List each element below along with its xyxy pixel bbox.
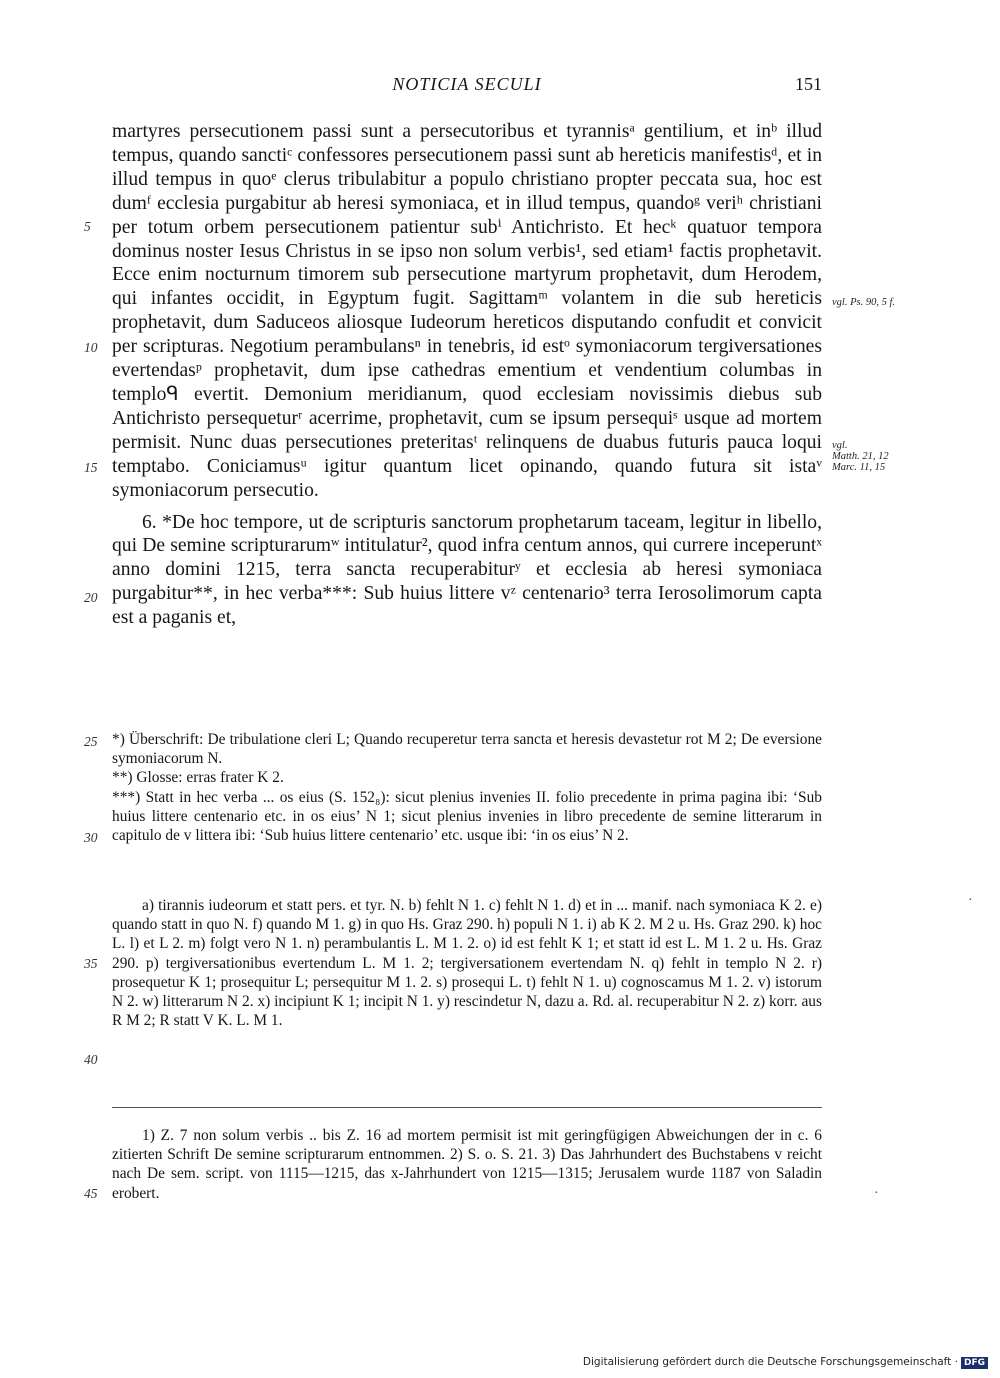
dfg-logo: DFG bbox=[961, 1357, 988, 1369]
line-number: 40 bbox=[84, 1052, 98, 1067]
main-text bbox=[112, 120, 822, 630]
line-number: 35 bbox=[84, 956, 98, 971]
line-number: 10 bbox=[84, 340, 98, 355]
margin-mark: · bbox=[968, 893, 973, 908]
digitization-credit bbox=[583, 1356, 988, 1369]
page-number: 151 bbox=[795, 74, 822, 94]
line-number: 5 bbox=[84, 219, 91, 234]
margin-reference-line: Matth. 21, 12 bbox=[832, 451, 889, 462]
starred-notes bbox=[112, 730, 822, 845]
footnote-text: 1) Z. 7 non solum verbis .. bis Z. 16 ad mortem permisit ist mit geringfügigen Abweichungen der in c. 6 zitierten Schrift De semine scripturarum entnommen. 2) S. o. S. 21. 3) Das Jahrhundert des Buchstabens v reicht nach De sem. script. von 1115—1215, das x-Jahrhundert von 1215—1315; Jerusalem wurde 1187 von Saladin erobert. bbox=[112, 1127, 822, 1202]
variant-readings: a) tirannis iudeorum et statt pers. et tyr. N. b) fehlt N 1. c) fehlt N 1. d) et in ... manif. nach symoniaca K 2. e) quando statt in quo N. f) quando M 1. g) in quo Hs. Graz 290. h) populi N 1. i) ab K 2. M 2 u. Hs. Graz 290. k) hoc L. l) et L 2. m) folgt vero N 1. n) perambulantis L. M 1. 2. o) id est fehlt K 1; et statt id est L. M 1. 2 u. Hs. Graz 290. p) tergiversationibus evertendum L. M 1. 2; tergiversationem evertendam N. q) fehlt in templo N 2. r) prosequetur K 1; prosequitur L; persequitur M 1. 2. s) prosequi L. t) fehlt N 1. u) cognoscamus M 1. 2. v) istorum N 2. w) litterarum N 2. x) incipiunt K 1; incipit N 1. y) rescindetur N, dazu a. Rd. al. recuperabitur N 2. z) korr. aus R M 2; R statt V K. L. M 1. bbox=[112, 897, 823, 1030]
footnotes bbox=[112, 1126, 822, 1203]
line-number: 20 bbox=[84, 590, 98, 605]
line-number: 30 bbox=[84, 830, 98, 845]
paragraph-section-6: 6. *De hoc tempore, ut de scripturis sanctorum prophetarum taceam, legitur in libello, qui De semine scripturarumʷ intitulatur², quod infra centum annos, qui currere inceperuntˣ anno domini 1215, terra sancta recuperabiturʸ et ecclesia ab heresi symoniaca purgabitur**, in hec verba***: Sub huius littere vᶻ centenario³ terra Ierosolimorum capta est a paganis et, bbox=[112, 511, 822, 629]
margin-reference-line: vgl. bbox=[832, 440, 848, 451]
critical-apparatus bbox=[112, 896, 822, 1030]
margin-reference-block bbox=[832, 440, 932, 473]
running-title: NOTICIA SECULI bbox=[392, 74, 542, 94]
credit-text: Digitalisierung gefördert durch die Deutsche Forschungsgemeinschaft · bbox=[582, 1356, 958, 1368]
line-number: 15 bbox=[84, 460, 98, 475]
margin-reference-line: Marc. 11, 15 bbox=[832, 462, 886, 473]
note-heading: *) Überschrift: De tribulatione cleri L; Quando recuperetur terra sancta et heresis devastetur rot M 2; De eversione symoniacorum N. bbox=[112, 731, 822, 768]
margin-reference: vgl. Ps. 90, 5 f. bbox=[832, 297, 895, 308]
margin-mark: · bbox=[874, 1186, 879, 1201]
footnote-divider bbox=[112, 1107, 822, 1108]
line-number: 45 bbox=[84, 1186, 98, 1201]
line-number: 25 bbox=[84, 734, 98, 749]
paragraph-continuation: martyres persecutionem passi sunt a persecutoribus et tyrannisᵃ gentilium, et inᵇ illud tempus, quando sanctiᶜ confessores persecutionem passi sunt ab hereticis manifestisᵈ, et in illud tempus in quoᵉ clerus tribulabitur a populo christiano propter peccata sua, hoc est dumᶠ ecclesia purgabitur ab heresi symoniaca, et in illud tempus, quandoᵍ veriʰ christiani per totum orbem persecutionem patientur subⁱ Antichristo. Et hecᵏ quatuor tempora dominus noster Iesus Christus in se ipso non solum verbis¹, sed etiam¹ factis prophetavit. Ecce enim nocturnum timorem sub persecutione martyrum prophetavit, dum Herodem, qui infantes occidit, in Egyptum fugit. Sagittamᵐ volantem in die sub hereticis prophetavit, dum Saduceos aliosque Iudeorum hereticos disputando confudit et convicit per scripturas. Negotium perambulansⁿ in tenebris, id estᵒ symoniacorum tergiversationes evertendasᵖ prophetavit, dum ipse cathedras ementium et vendentium columbas in temploᑫ evertit. Demonium meridianum, quod ecclesiam novissimis diebus sub Antichristo persequeturʳ acerrime, prophetavit, cum se ipsum persequiˢ usque ad mortem permisit. Nunc duas persecutiones preteritasᵗ relinquens de duabus futuris pauca loqui temptabo. Coniciamusᵘ igitur quantum licet opinando, quando futura sit istaᵛ symoniacorum persecutio. bbox=[112, 121, 822, 501]
note-gloss: **) Glosse: erras frater K 2. bbox=[112, 769, 284, 787]
note-alternative-reading: ***) Statt in hec verba ... os eius (S. 152₈): sicut plenius invenies II. folio precedente in prima pagina ibi: ‘Sub huius littere centenario etc. in os eius’ N 1; sicut plenius invenies in libro precedente de semine litterarum in capitulo de v littera ibi: ‘Sub huius littere centenario’ etc. usque ibi: ‘in os eius’ N 2. bbox=[112, 788, 822, 845]
running-header bbox=[112, 74, 822, 98]
